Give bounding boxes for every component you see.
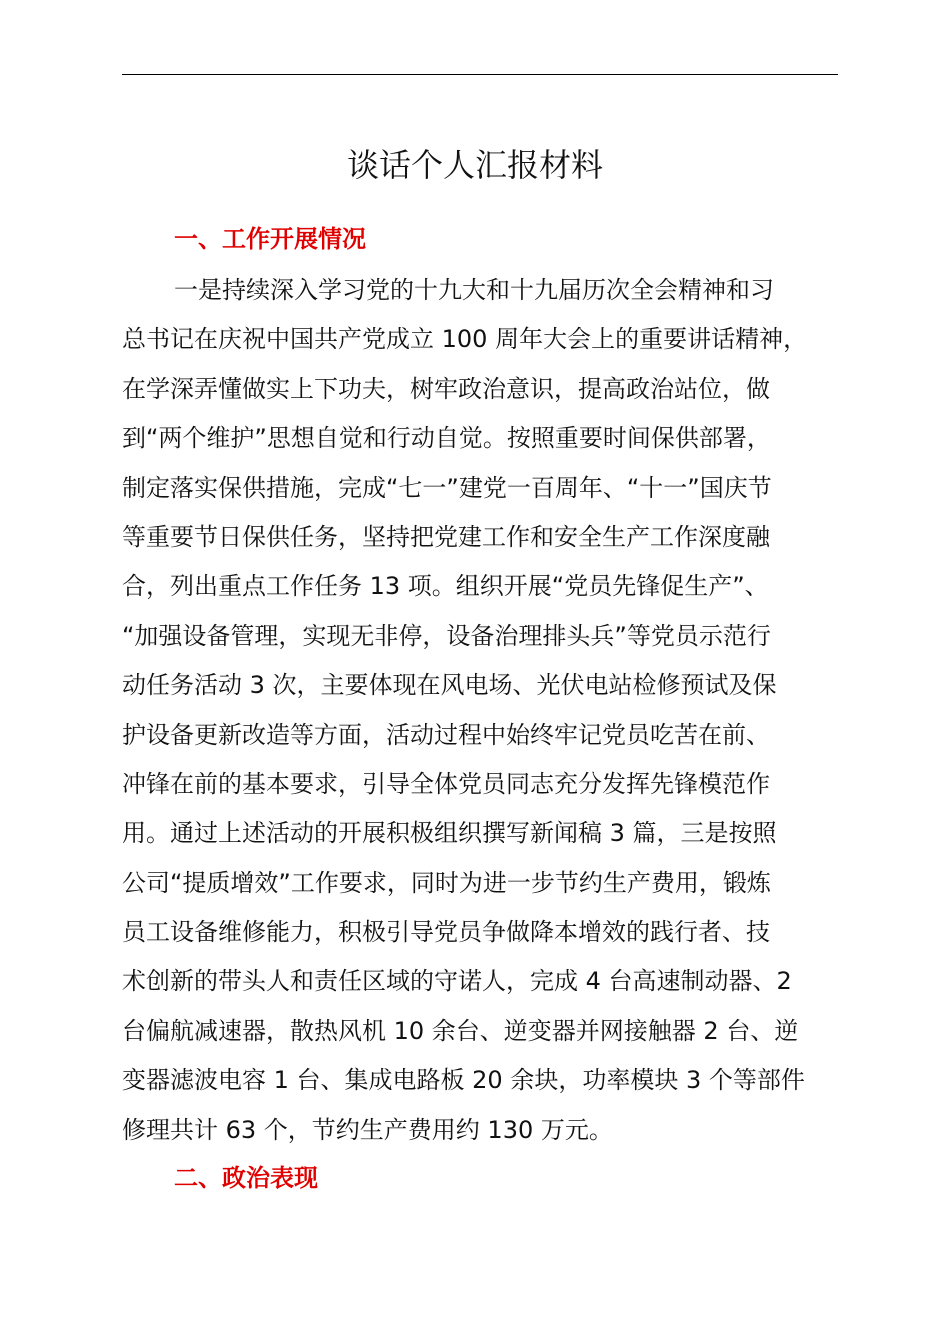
paragraph-line: 修理共计 63 个，节约生产费用约 130 万元。 xyxy=(122,1115,613,1144)
paragraph-line: 制定落实保供措施，完成“七一”建党一百周年、“十一”国庆节 xyxy=(122,473,772,502)
paragraph-line: 变器滤波电容 1 台、集成电路板 20 余块，功率模块 3 个等部件 xyxy=(122,1066,805,1095)
paragraph-line: 公司“提质增效”工作要求，同时为进一步节约生产费用，锻炼 xyxy=(122,868,771,897)
paragraph-line: 合，列出重点工作任务 13 项。组织开展“党员先锋促生产”、 xyxy=(122,572,769,601)
paragraph-line: 员工设备维修能力，积极引导党员争做降本增效的践行者、技 xyxy=(122,918,770,947)
paragraph-line: “加强设备管理，实现无非停，设备治理排头兵”等党员示范行 xyxy=(122,621,771,650)
paragraph-line: 总书记在庆祝中国共产党成立 100 周年大会上的重要讲话精神， xyxy=(122,325,808,354)
paragraph-line: 用。通过上述活动的开展积极组织撰写新闻稿 3 篇，三是按照 xyxy=(122,819,777,848)
paragraph-line: 术创新的带头人和责任区域的守诺人，完成 4 台高速制动器、2 xyxy=(122,967,792,996)
paragraph-line: 一是持续深入学习党的十九大和十九届历次全会精神和习 xyxy=(174,276,774,304)
section-heading-political: 二、政治表现 xyxy=(174,1164,318,1192)
section-heading-work: 一、工作开展情况 xyxy=(174,225,366,253)
paragraph-line: 动任务活动 3 次，主要体现在风电场、光伏电站检修预试及保 xyxy=(122,671,777,700)
paragraph-line: 在学深弄懂做实上下功夫，树牢政治意识，提高政治站位，做 xyxy=(122,374,770,403)
header-rule xyxy=(122,74,838,75)
paragraph-line: 护设备更新改造等方面，活动过程中始终牢记党员吃苦在前、 xyxy=(122,720,770,749)
paragraph-line: 台偏航减速器，散热风机 10 余台、逆变器并网接触器 2 台、逆 xyxy=(122,1016,799,1045)
paragraph-line: 冲锋在前的基本要求，引导全体党员同志充分发挥先锋模范作 xyxy=(122,769,770,798)
section-body-work xyxy=(122,266,852,1155)
paragraph-line: 到“两个维护”思想自觉和行动自觉。按照重要时间保供部署， xyxy=(122,424,771,453)
document-title: 谈话个人汇报材料 xyxy=(346,146,603,184)
paragraph-line: 等重要节日保供任务，坚持把党建工作和安全生产工作深度融 xyxy=(122,522,770,551)
